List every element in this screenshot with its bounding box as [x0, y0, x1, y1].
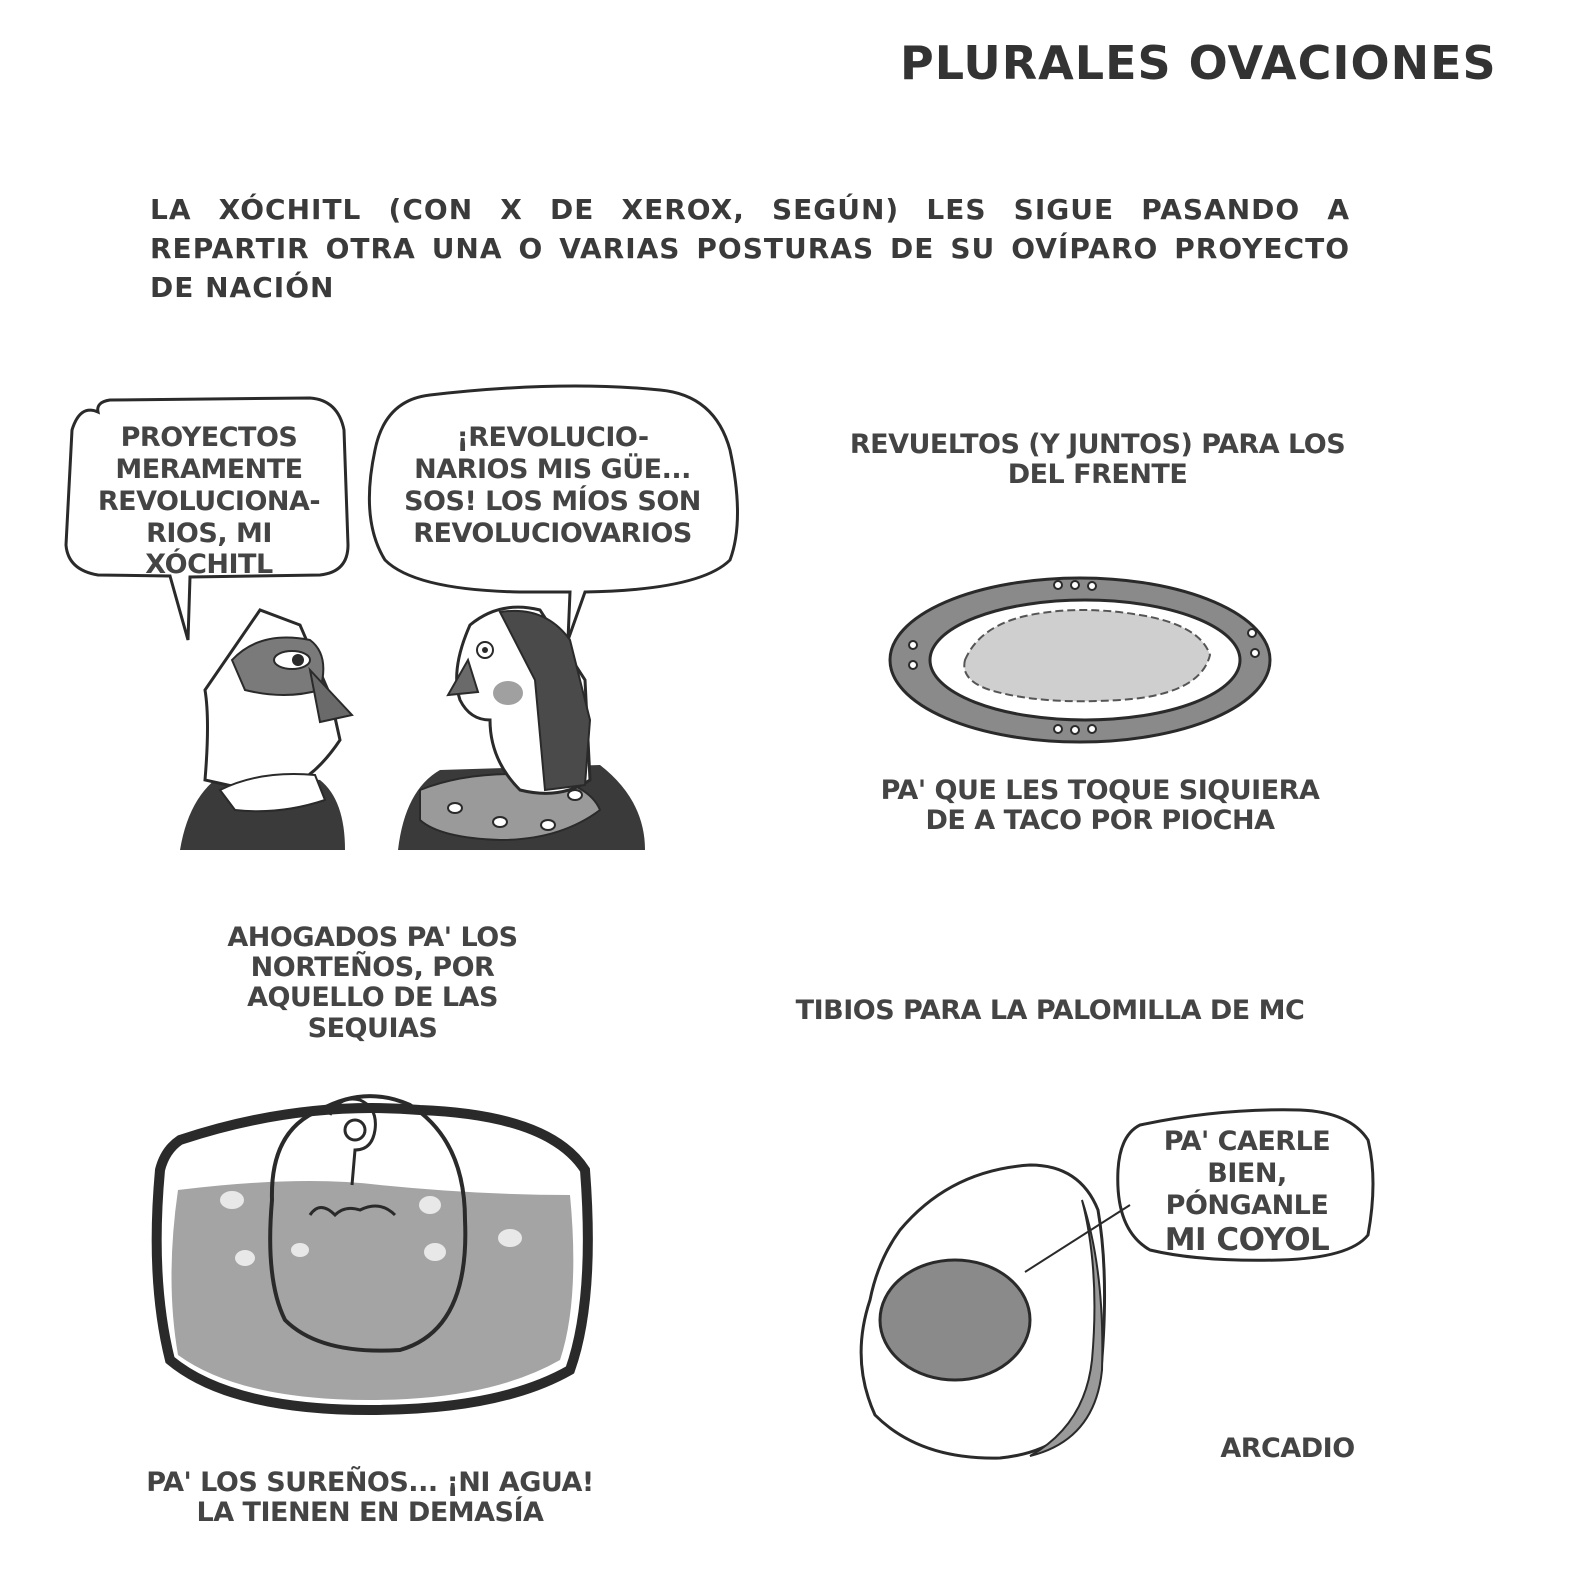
character-right: [398, 607, 645, 850]
plate-revueltos: [890, 578, 1270, 742]
intro-text: LA XÓCHITL (CON X DE XEROX, SEGÚN) LES SIGUE PASANDO A REPARTIR OTRA UNA O VARIAS POSTURAS DE SU OVÍPARO PROYECTO DE NACIÓN: [150, 193, 1350, 305]
page-title: PLURALES OVACIONES: [900, 36, 1497, 90]
taco-caption: PA' QUE LES TOQUE SIQUIERA DE A TACO POR PIOCHA: [880, 775, 1320, 837]
bubble-egg-text: PA' CAERLE BIEN, PÓNGANLE MI COYOL: [1163, 1126, 1331, 1258]
half-egg: [861, 1165, 1104, 1458]
signature: ARCADIO: [1220, 1433, 1355, 1464]
tibios-caption: TIBIOS PARA LA PALOMILLA DE MC: [795, 995, 1305, 1026]
character-left: [180, 610, 352, 850]
bubble-right-text: ¡REVOLUCIO- NARIOS MIS GÜE... SOS! LOS MÍOS SON REVOLUCIOVARIOS: [404, 422, 701, 549]
ahogados-caption: AHOGADOS PA' LOS NORTEÑOS, POR AQUELLO DE LAS SEQUIAS: [227, 922, 518, 1044]
surenos-caption: PA' LOS SUREÑOS... ¡NI AGUA! LA TIENEN EN DEMASÍA: [146, 1467, 594, 1529]
bowl-ahogados: [157, 1096, 588, 1410]
bubble-left-text: PROYECTOS MERAMENTE REVOLUCIONA- RIOS, MI XÓCHITL: [97, 422, 321, 581]
revueltos-caption: REVUELTOS (Y JUNTOS) PARA LOS DEL FRENTE: [849, 429, 1346, 491]
